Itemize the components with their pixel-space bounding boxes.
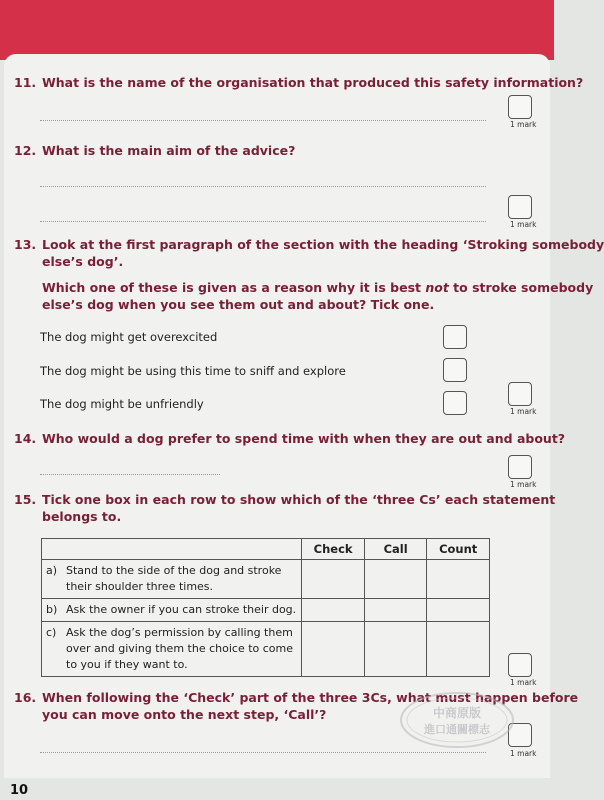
table-row [42,599,490,622]
mark-label: 1 mark [510,749,537,758]
table-row [42,622,490,677]
option-text: The dog might be using this time to sniff and explore [40,364,346,378]
tick-cell-check[interactable] [302,560,365,599]
answer-line[interactable] [40,120,486,121]
option-text: The dog might be unfriendly [40,397,204,411]
question-14: 14. Who would a dog prefer to spend time with when they are out and about? [14,431,566,446]
answer-line[interactable] [40,186,486,187]
page-number: 10 [10,783,29,798]
tick-cell-call[interactable] [364,599,426,622]
table-header-call: Call [364,539,426,560]
mark-box [508,195,532,219]
header-banner [0,0,554,60]
question-11: 11. What is the name of the organisation that produced this safety information? [14,75,584,90]
tick-cell-call[interactable] [364,622,426,677]
table-row [42,560,490,599]
mark-label: 1 mark [510,120,537,129]
watermark-stamp-logo [398,690,516,750]
tick-box-option-1[interactable] [443,325,467,349]
statement-cell: a) Stand to the side of the dog and stroke their shoulder three times. [42,560,302,599]
question-13: 13. Look at the first paragraph of the section with the heading ‘Stroking somebody else’s dog’. Which one of these is given as a reason why it is best not to stroke somebody else’s dog when you see them out and about? Tick one. [14,237,604,312]
question-16: 16. When following the ‘Check’ part of the three 3Cs, what must happen before you can move onto the next step, ‘Call’? [14,690,579,722]
tick-cell-count[interactable] [427,599,490,622]
statement-cell: b) Ask the owner if you can stroke their dog. [42,599,302,622]
question-15: 15. Tick one box in each row to show which of the ‘three Cs’ each statement belongs to. [14,492,556,524]
tick-cell-count[interactable] [427,622,490,677]
answer-line[interactable] [40,474,220,475]
mark-box [508,653,532,677]
statement-cell: c) Ask the dog’s permission by calling them over and giving them the choice to come to you if they want to. [42,622,302,677]
option-text: The dog might get overexcited [40,330,218,344]
table-header-blank [42,539,302,560]
mark-box [508,95,532,119]
tick-cell-check[interactable] [302,622,365,677]
answer-line[interactable] [40,752,486,753]
mark-label: 1 mark [510,678,537,687]
mark-box [508,455,532,479]
tick-box-option-3[interactable] [443,391,467,415]
question-12: 12. What is the main aim of the advice? [14,143,296,158]
mark-box [508,382,532,406]
table-header-count: Count [427,539,490,560]
svg-text:進口通關標志: 進口通關標志 [424,723,490,736]
tick-cell-check[interactable] [302,599,365,622]
mark-label: 1 mark [510,407,537,416]
table-header-check: Check [302,539,365,560]
tick-box-option-2[interactable] [443,358,467,382]
answer-line[interactable] [40,221,486,222]
tick-cell-call[interactable] [364,560,426,599]
mark-label: 1 mark [510,480,537,489]
svg-text:中商原版: 中商原版 [432,706,482,720]
tick-cell-count[interactable] [427,560,490,599]
three-cs-table [41,538,490,677]
mark-label: 1 mark [510,220,537,229]
